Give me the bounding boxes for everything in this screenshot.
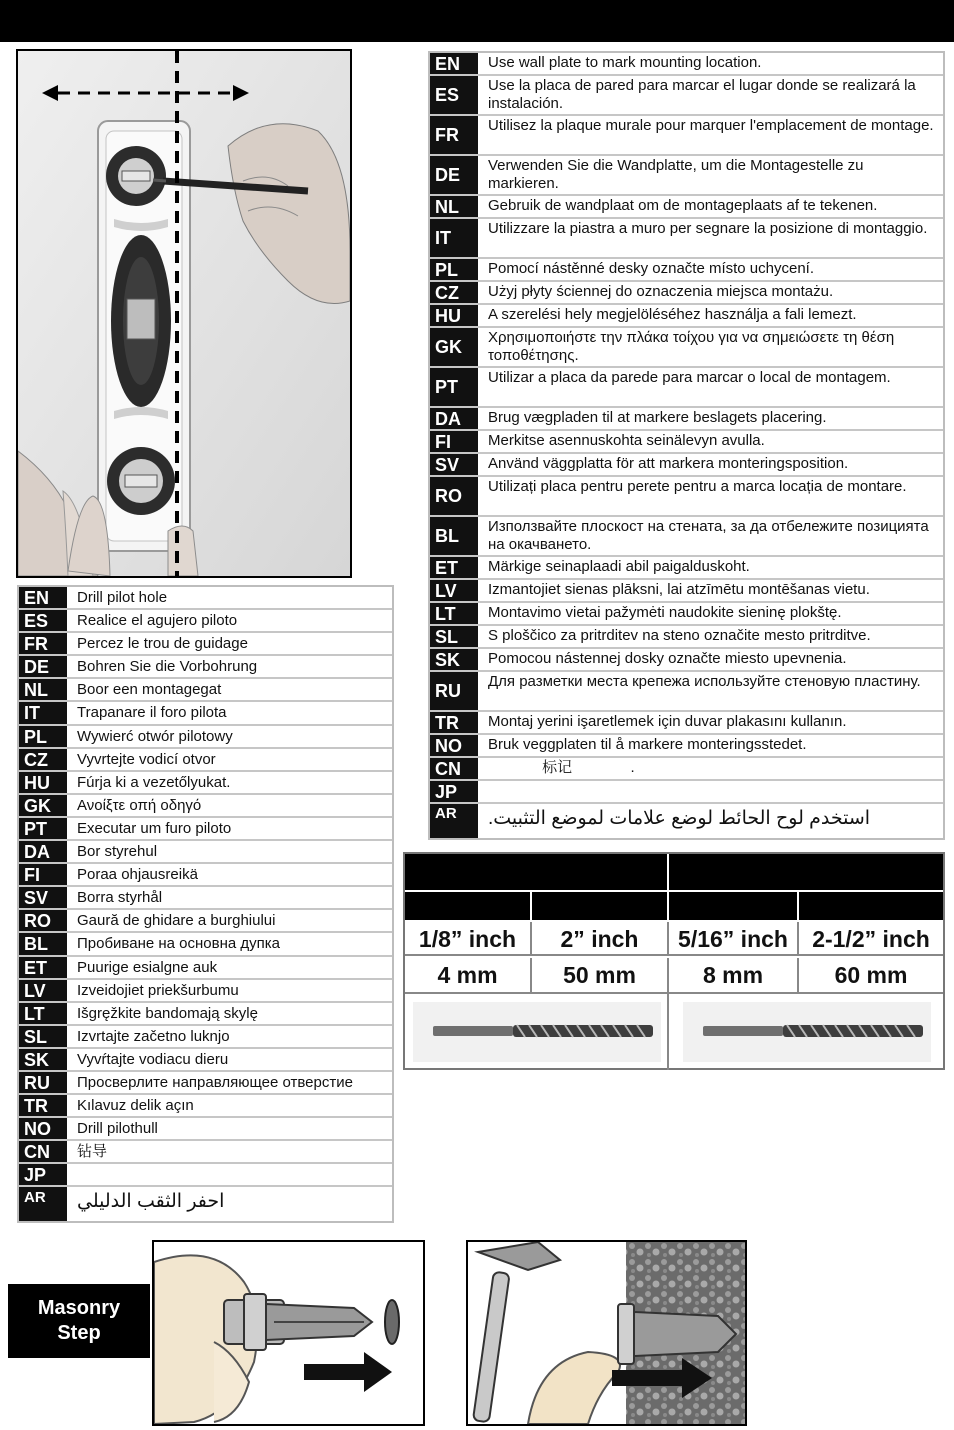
- instruction-text: A szerelési hely megjelöléséhez használja a fali lemezt.: [488, 306, 857, 323]
- instruction-text: Użyj płyty ściennej do oznaczenia miejsca montażu.: [488, 283, 834, 300]
- drill-row-hu: [19, 772, 392, 795]
- mark-row-cz: [430, 282, 943, 305]
- instruction-text: Izmantojiet sienas plāksni, lai atzīmētu montēšanas vietu.: [488, 581, 870, 598]
- language-code: BL: [19, 933, 67, 954]
- masonry-step-label: [8, 1284, 150, 1358]
- mark-row-hu: [430, 305, 943, 328]
- drill-bit-images-row: [405, 992, 943, 1068]
- instruction-text: Puurige esialgne auk: [77, 958, 218, 976]
- instruction-text: Pomocí nástěnné desky označte místo uchycení.: [488, 260, 815, 277]
- table-header: [405, 854, 943, 890]
- drill-bit-icon: [413, 1002, 661, 1062]
- drill-pilot-hole-table: [17, 585, 394, 1223]
- mark-row-sk: [430, 649, 943, 672]
- mark-row-lt: [430, 603, 943, 626]
- instruction-text: Wywierć otwór pilotowy: [77, 727, 233, 745]
- mark-mounting-location-table: [428, 51, 945, 840]
- instruction-text: استخدم لوح الحائط لوضع علامات لموضع التثبيت.: [488, 808, 871, 829]
- masonry-label-line2: Step: [57, 1322, 101, 1344]
- instruction-text: Просверлите направляющее отверстие: [77, 1073, 353, 1091]
- instruction-text: Utilisez la plaque murale pour marquer l'emplacement de montage.: [488, 117, 934, 134]
- language-code: FR: [430, 116, 478, 154]
- instruction-text: Išgręžkite bandomają skylę: [77, 1004, 258, 1022]
- instruction-text: 标记 .: [488, 759, 635, 776]
- language-code: RU: [19, 1072, 67, 1093]
- mark-row-no: [430, 735, 943, 758]
- instruction-text: Realice el agujero piloto: [77, 612, 238, 630]
- insert-anchor-illustration: [152, 1240, 425, 1426]
- drill-bit-size-table: [403, 852, 945, 1070]
- instruction-text: Gaură de ghidare a burghiului: [77, 912, 276, 930]
- language-code: NL: [19, 679, 67, 700]
- mark-row-pl: [430, 259, 943, 282]
- language-code: FI: [430, 431, 478, 452]
- instruction-text: Borra styrhål: [77, 889, 163, 907]
- drill-row-pt: [19, 818, 392, 841]
- instruction-text: Pomocou nástennej dosky označte miesto upevnenia.: [488, 650, 847, 667]
- language-code: EN: [19, 587, 67, 608]
- language-code: GK: [19, 795, 67, 816]
- mark-row-da: [430, 408, 943, 431]
- instruction-text: Percez le trou de guidage: [77, 635, 248, 653]
- drill-row-fi: [19, 864, 392, 887]
- mark-row-it: [430, 219, 943, 259]
- instruction-text: Märkige seinaplaadi abil paigalduskoht.: [488, 558, 750, 575]
- language-code: SL: [19, 1026, 67, 1047]
- language-code: NL: [430, 196, 478, 217]
- language-code: ES: [430, 76, 478, 114]
- language-code: DE: [430, 156, 478, 194]
- drill-bit-4mm-image: [413, 1002, 661, 1062]
- size-cell: 8 mm: [669, 958, 799, 992]
- language-code: CN: [430, 758, 478, 779]
- mark-row-cn: [430, 758, 943, 781]
- language-code: SV: [19, 887, 67, 908]
- language-code: CZ: [430, 282, 478, 303]
- instruction-text: Для разметки места крепежа используйте стеновую пластину.: [488, 673, 921, 690]
- language-code: HU: [430, 305, 478, 326]
- drill-bit-icon: [683, 1002, 931, 1062]
- language-code: TR: [19, 1095, 67, 1116]
- instruction-text: Verwenden Sie die Wandplatte, um die Montagestelle zu markieren.: [488, 157, 864, 192]
- mark-row-fi: [430, 431, 943, 454]
- instruction-text: Bruk veggplaten til å markere monteringsstedet.: [488, 736, 807, 753]
- instruction-text: Montaj yerini işaretlemek için duvar plakasını kullanın.: [488, 713, 847, 730]
- header-bar: [0, 0, 954, 42]
- instruction-text: Trapanare il foro pilota: [77, 704, 227, 722]
- language-code: IT: [19, 702, 67, 723]
- mark-row-ro: [430, 477, 943, 517]
- language-code: DA: [430, 408, 478, 429]
- language-code: RU: [430, 672, 478, 710]
- language-code: PT: [430, 368, 478, 406]
- mark-row-gk: [430, 328, 943, 368]
- mark-row-ru: [430, 672, 943, 712]
- drill-row-gk: [19, 795, 392, 818]
- instruction-text: Drill pilothull: [77, 1120, 158, 1138]
- language-code: SL: [430, 626, 478, 647]
- language-code: CN: [19, 1141, 67, 1162]
- language-code: BL: [430, 517, 478, 555]
- size-cell: 1/8” inch: [405, 922, 532, 956]
- mark-row-sv: [430, 454, 943, 477]
- hammer-anchor-illustration: [466, 1240, 747, 1426]
- instruction-text: Kılavuz delik açın: [77, 1097, 194, 1115]
- mark-row-nl: [430, 196, 943, 219]
- language-code: PL: [19, 726, 67, 747]
- instruction-text: Пробиване на основна дупка: [77, 935, 281, 953]
- instruction-text: Use la placa de pared para marcar el lugar donde se realizará la instalación.: [488, 77, 916, 112]
- mark-row-pt: [430, 368, 943, 408]
- hammer-anchor-icon: [468, 1242, 745, 1424]
- mm-size-row: [405, 958, 943, 992]
- drill-row-ar: [19, 1187, 392, 1221]
- instruction-text: Boor een montagegat: [77, 681, 222, 699]
- language-code: NO: [430, 735, 478, 756]
- language-code: DA: [19, 841, 67, 862]
- size-cell: 50 mm: [532, 958, 669, 992]
- instruction-text: Vyvrtejte vodicí otvor: [77, 750, 216, 768]
- instruction-text: Bohren Sie die Vorbohrung: [77, 658, 258, 676]
- mark-row-bl: [430, 517, 943, 557]
- drill-row-no: [19, 1118, 392, 1141]
- language-code: PL: [430, 259, 478, 280]
- instruction-text: Използвайте плоскост на стената, за да отбележите позицията на окачването.: [488, 518, 929, 553]
- drill-row-sk: [19, 1049, 392, 1072]
- language-code: SV: [430, 454, 478, 475]
- anchor-insert-icon: [154, 1242, 423, 1424]
- instruction-text: Use wall plate to mark mounting location.: [488, 54, 762, 71]
- language-code: LT: [19, 1003, 67, 1024]
- language-code: AR: [19, 1187, 67, 1221]
- table-subheader: [405, 892, 943, 920]
- instruction-text: Använd väggplatta för att markera monteringsposition.: [488, 455, 849, 472]
- language-code: CZ: [19, 749, 67, 770]
- language-code: SK: [430, 649, 478, 670]
- language-code: ET: [430, 557, 478, 578]
- language-code: FR: [19, 633, 67, 654]
- size-cell: 4 mm: [405, 958, 532, 992]
- drill-row-cn: [19, 1141, 392, 1164]
- language-code: EN: [430, 53, 478, 74]
- instruction-text: Executar um furo piloto: [77, 819, 232, 837]
- mark-row-es: [430, 76, 943, 116]
- level-marking-illustration: [18, 51, 350, 576]
- mark-row-de: [430, 156, 943, 196]
- instruction-text: احفر الثقب الدليلي: [77, 1191, 225, 1213]
- size-cell: 2” inch: [532, 922, 669, 956]
- language-code: TR: [430, 712, 478, 733]
- mark-row-ar: [430, 804, 943, 838]
- drill-row-es: [19, 610, 392, 633]
- instruction-text: [67, 1164, 392, 1185]
- drill-row-nl: [19, 679, 392, 702]
- drill-row-jp: [19, 1164, 392, 1187]
- mark-row-et: [430, 557, 943, 580]
- drill-row-lv: [19, 980, 392, 1003]
- language-code: JP: [19, 1164, 67, 1185]
- drill-row-it: [19, 702, 392, 725]
- size-cell: 2-1/2” inch: [812, 925, 930, 952]
- language-code: RO: [430, 477, 478, 515]
- drill-row-sl: [19, 1026, 392, 1049]
- language-code: AR: [430, 804, 478, 838]
- drill-row-sv: [19, 887, 392, 910]
- instruction-text: Poraa ohjausreikä: [77, 866, 198, 884]
- language-code: JP: [430, 781, 478, 802]
- language-code: LV: [430, 580, 478, 601]
- drill-row-tr: [19, 1095, 392, 1118]
- instruction-text: Utilizar a placa da parede para marcar o local de montagem.: [488, 369, 891, 386]
- instruction-text: Drill pilot hole: [77, 589, 168, 606]
- mark-row-tr: [430, 712, 943, 735]
- language-code: SK: [19, 1049, 67, 1070]
- instruction-text: Χρησιμοποιήστε την πλάκα τοίχου για να σημειώσετε τη θέση τοποθέτησης.: [488, 329, 895, 364]
- mark-row-fr: [430, 116, 943, 156]
- language-code: PT: [19, 818, 67, 839]
- size-cell: 60 mm: [834, 961, 908, 988]
- language-code: LV: [19, 980, 67, 1001]
- instruction-text: Merkitse asennuskohta seinälevyn avulla.: [488, 432, 765, 449]
- language-code: IT: [430, 219, 478, 257]
- mark-row-en: [430, 53, 943, 76]
- masonry-label-line1: Masonry: [37, 1297, 121, 1319]
- instruction-text: Bor styrehul: [77, 843, 158, 861]
- language-code: DE: [19, 656, 67, 677]
- language-code: ES: [19, 610, 67, 631]
- instruction-text: S ploščico za pritrditev na steno označite mesto pritrditve.: [488, 627, 871, 644]
- drill-row-cz: [19, 749, 392, 772]
- instruction-text: Izvrtajte začetno luknjo: [77, 1027, 230, 1045]
- inch-size-row: [405, 922, 943, 956]
- instruction-text: [478, 781, 943, 802]
- drill-row-lt: [19, 1003, 392, 1026]
- drill-bit-8mm-image: [683, 1002, 931, 1062]
- size-cell: 5/16” inch: [669, 922, 799, 956]
- language-code: RO: [19, 910, 67, 931]
- language-code: FI: [19, 864, 67, 885]
- instruction-text: 钻导: [77, 1143, 108, 1161]
- drill-row-et: [19, 957, 392, 980]
- drill-row-fr: [19, 633, 392, 656]
- instruction-text: Montavimo vietai pažymėti naudokite sieninę plokštę.: [488, 604, 842, 621]
- drill-row-en: [19, 587, 392, 610]
- drill-row-da: [19, 841, 392, 864]
- drill-row-bl: [19, 933, 392, 956]
- mark-row-lv: [430, 580, 943, 603]
- instruction-text: Brug vægpladen til at markere beslagets placering.: [488, 409, 827, 426]
- language-code: LT: [430, 603, 478, 624]
- drill-row-ru: [19, 1072, 392, 1095]
- instruction-text: Ανοίξτε οπή οδηγό: [77, 796, 202, 814]
- instruction-text: Vyvŕtajte vodiacu dieru: [77, 1050, 229, 1068]
- language-code: ET: [19, 957, 67, 978]
- instruction-text: Utilizați placa pentru perete pentru a marca locația de montare.: [488, 478, 907, 495]
- language-code: HU: [19, 772, 67, 793]
- language-code: NO: [19, 1118, 67, 1139]
- instruction-text: Utilizzare la piastra a muro per segnare la posizione di montaggio.: [488, 220, 928, 237]
- drill-row-pl: [19, 726, 392, 749]
- drill-row-ro: [19, 910, 392, 933]
- instruction-text: Fúrja ki a vezetőlyukat.: [77, 773, 231, 791]
- mark-row-jp: [430, 781, 943, 804]
- instruction-text: Izveidojiet priekšurbumu: [77, 981, 239, 999]
- mark-row-sl: [430, 626, 943, 649]
- level-marking-photo: [16, 49, 352, 578]
- drill-row-de: [19, 656, 392, 679]
- instruction-text: Gebruik de wandplaat om de montageplaats af te tekenen.: [488, 197, 878, 214]
- language-code: GK: [430, 328, 478, 366]
